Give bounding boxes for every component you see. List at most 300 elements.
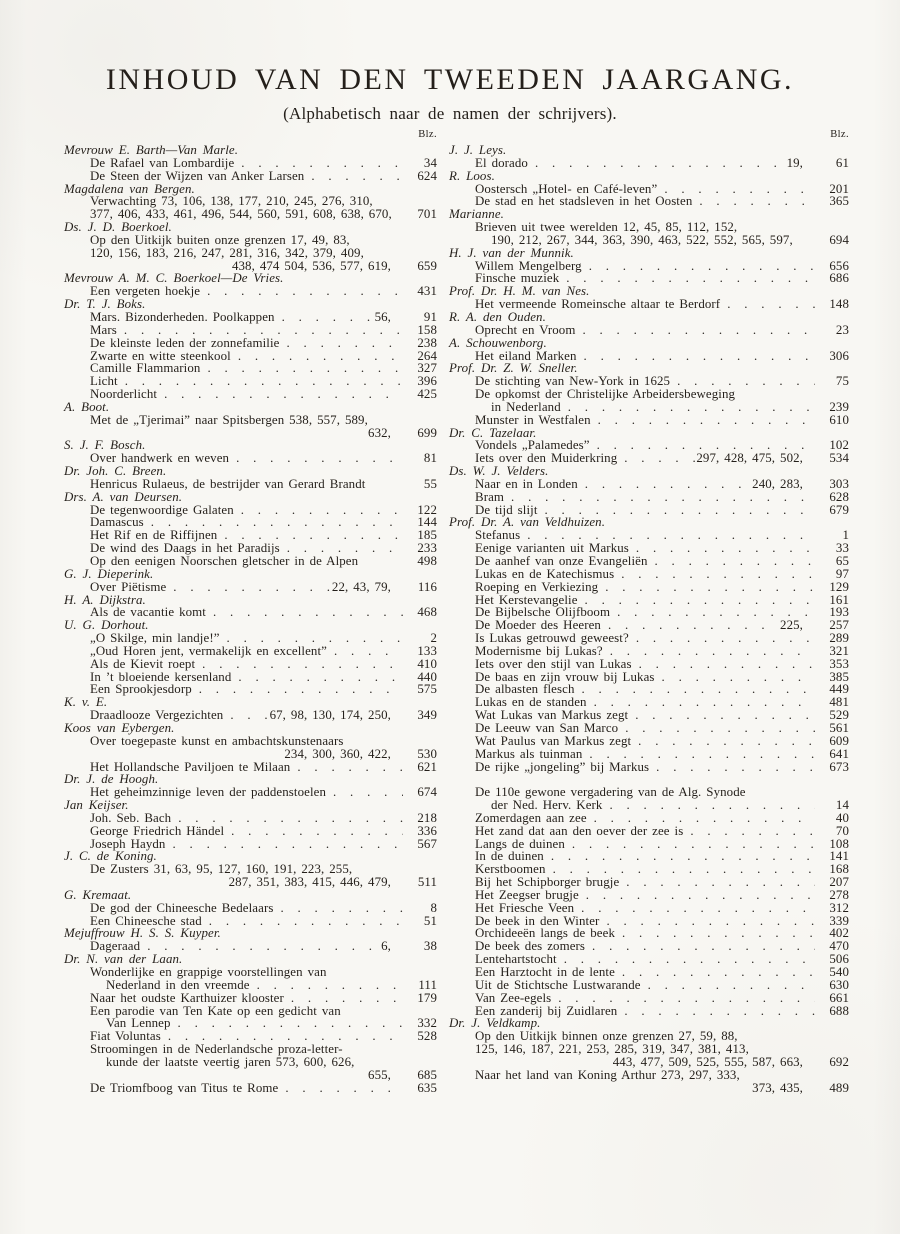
dot-leader — [585, 594, 815, 607]
author-heading — [449, 144, 849, 157]
page-number: 144 — [417, 515, 437, 530]
entry-title: Wat Paulus van Markus zegt — [475, 733, 632, 748]
dot-leader — [230, 709, 268, 722]
index-entry-line — [449, 812, 849, 825]
entry-title: Zomerdagen aan zee — [475, 810, 587, 825]
page-column-abbrev-right: Blz. — [830, 129, 849, 140]
entry-title: 190, 212, 267, 344, 363, 390, 463, 522, 552, 565, 597, — [491, 232, 793, 247]
dot-leader — [202, 658, 403, 671]
dot-leader — [209, 915, 403, 928]
dot-leader — [636, 632, 815, 645]
page-number: 91 — [423, 309, 437, 324]
author-name: Dr. J. de Hoogh. — [64, 772, 159, 787]
entry-title: De aanhef van onze Evangeliën — [475, 554, 648, 568]
entry-title: Naar het oudste Karthuizer klooster — [90, 990, 284, 1005]
entry-title: Modernisme bij Lukas? — [475, 643, 603, 658]
entry-title: Op den Uitkijk binnen onze grenzen 27, 59, 88, — [475, 1029, 738, 1044]
index-entry-line — [449, 658, 849, 671]
author-name: Prof. Dr. Z. W. Sneller. — [449, 361, 578, 376]
entry-title: Lukas en de Katechismus — [475, 566, 615, 581]
page-number: 656 — [829, 258, 849, 273]
dot-leader — [625, 722, 815, 735]
entry-title: Joseph Haydn — [90, 836, 166, 851]
index-entry-line — [64, 645, 437, 658]
page-number: 158 — [417, 322, 437, 337]
author-name: Ds. W. J. Velders. — [449, 464, 549, 479]
entry-title: Henricus Rulaeus, de bestrijder van Gerard Brandt — [90, 476, 366, 491]
dot-leader — [638, 735, 815, 748]
author-heading — [64, 889, 437, 902]
index-entry-line — [64, 812, 437, 825]
page-number: 353 — [829, 656, 849, 671]
entry-title: Noorderlicht — [90, 387, 158, 402]
page-number: 534 — [829, 451, 849, 466]
dot-leader — [690, 825, 815, 838]
entry-title: Munster in Westfalen — [475, 412, 591, 427]
index-entry-line — [64, 170, 437, 183]
entry-title: De opkomst der Christelijke Arbeidersbeweging — [475, 387, 736, 402]
page-number: 303 — [829, 476, 849, 491]
dot-leader — [238, 350, 403, 363]
index-entry-line — [64, 748, 437, 761]
author-name: Mejuffrouw H. S. S. Kuyper. — [64, 926, 221, 941]
entry-title: Draadlooze Vergezichten — [90, 708, 224, 723]
index-entry-line — [449, 876, 849, 889]
index-entry-line — [64, 902, 437, 915]
dot-leader — [594, 812, 815, 825]
page-number: 349 — [417, 708, 437, 723]
page-number: 489 — [829, 1080, 849, 1095]
entry-title: Brieven uit twee werelden 12, 45, 85, 112, 152, — [475, 220, 738, 235]
entry-title: De god der Chineesche Bedelaars — [90, 900, 274, 915]
author-name: U. G. Dorhout. — [64, 618, 149, 633]
page-number: 264 — [417, 348, 437, 363]
entry-title: „O Skilge, min landje!” — [90, 631, 220, 646]
dot-leader — [178, 812, 403, 825]
dot-leader — [572, 838, 815, 851]
page-number: 51 — [423, 913, 437, 928]
page-number-list: 240, 283, — [752, 476, 803, 491]
index-entry-line — [64, 979, 437, 992]
index-entry-line — [449, 568, 849, 581]
author-heading — [449, 311, 849, 324]
index-entry-line — [449, 889, 849, 902]
entry-title: Mars — [90, 322, 117, 337]
author-name: H. J. van der Munnik. — [449, 245, 574, 260]
dot-leader — [624, 1005, 815, 1018]
entry-title: Op den eenigen Noorschen gletscher in de Alpen — [90, 554, 359, 568]
index-lines-left — [64, 144, 437, 1094]
author-name: G. J. Dieperink. — [64, 566, 154, 581]
entry-title: De 110e gewone vergadering van de Alg. Synode — [475, 785, 746, 800]
index-entry-line — [64, 992, 437, 1005]
index-entry-line — [64, 1069, 437, 1082]
author-heading — [64, 568, 437, 581]
author-name: A. Boot. — [64, 399, 110, 414]
page-number: 1 — [842, 528, 849, 543]
entry-title: Het eiland Marken — [475, 348, 577, 363]
index-entry-line — [64, 1082, 437, 1095]
index-entry-line — [64, 478, 437, 491]
entry-title: Een parodie van Ten Kate op een gedicht van — [90, 1003, 341, 1018]
page-number-list: 297, 428, 475, 502, — [696, 451, 803, 466]
page-number: 218 — [417, 810, 437, 825]
page-number: 468 — [417, 605, 437, 620]
page-number: 14 — [835, 798, 849, 813]
author-name: S. J. F. Bosch. — [64, 438, 146, 453]
entry-title: De rijke „jongeling” bij Markus — [475, 759, 650, 774]
index-entry-line — [64, 388, 437, 401]
entry-title: Een zanderij bij Zuidlaren — [475, 1003, 618, 1018]
entry-title: Wat Lukas van Markus zegt — [475, 708, 629, 723]
page-number: 431 — [417, 284, 437, 299]
entry-title: El dorado — [475, 155, 528, 170]
entry-title: De beek in den Winter — [475, 913, 600, 928]
dot-leader — [648, 979, 815, 992]
page-number: 321 — [829, 643, 849, 658]
page-number: 575 — [417, 682, 437, 697]
page-number: 336 — [417, 823, 437, 838]
author-heading — [64, 401, 437, 414]
entry-title: Stroomingen in de Nederlandsche proza-letter- — [90, 1042, 343, 1057]
page-number: 55 — [423, 476, 437, 491]
dot-leader — [286, 337, 403, 350]
author-name: Magdalena van Bergen. — [64, 181, 195, 196]
author-name: J. C. de Koning. — [64, 849, 157, 864]
page-number: 674 — [417, 785, 437, 800]
entry-title: De Moeder des Heeren — [475, 618, 601, 633]
page-number: 635 — [417, 1080, 437, 1095]
entry-title: De stad en het stadsleven in het Oosten — [475, 194, 693, 209]
dot-leader — [236, 452, 403, 465]
author-name: Mevrouw A. M. C. Boerkoel—De Vries. — [64, 271, 284, 286]
page-number: 609 — [829, 733, 849, 748]
dot-leader — [285, 1082, 403, 1095]
page-number: 65 — [835, 554, 849, 568]
dot-leader — [213, 606, 403, 619]
page-column-abbrev-left: Blz. — [418, 129, 437, 140]
entry-title: Iets over den Muiderkring — [475, 451, 618, 466]
entry-title: Roeping en Verkiezing — [475, 579, 599, 594]
page-number: 481 — [829, 695, 849, 710]
page-number: 201 — [829, 181, 849, 196]
dot-leader — [568, 401, 815, 414]
page-number: 628 — [829, 489, 849, 504]
page-number: 257 — [829, 618, 849, 633]
page-number: 148 — [829, 297, 849, 312]
entry-title: Oostersch „Hotel- en Café-leven” — [475, 181, 658, 196]
dot-leader — [592, 940, 815, 953]
author-name: Prof. Dr. A. van Veldhuizen. — [449, 515, 606, 530]
entry-title: Van Lennep — [106, 1016, 171, 1031]
entry-title: De tijd slijt — [475, 502, 538, 517]
index-entry-line — [449, 195, 849, 208]
page-number: 440 — [417, 669, 437, 684]
entry-title: Lukas en de standen — [475, 695, 587, 710]
entry-title: Dageraad — [90, 939, 141, 954]
author-name: Jan Keijser. — [64, 798, 129, 813]
index-entry-line — [449, 157, 849, 170]
dot-leader — [581, 902, 815, 915]
entry-title: Stefanus — [475, 528, 521, 543]
author-name: Dr. C. Tazelaar. — [449, 425, 537, 440]
dot-leader — [207, 362, 403, 375]
index-entry-line — [449, 825, 849, 838]
index-entry-line — [449, 555, 849, 568]
index-entry-line — [449, 735, 849, 748]
entry-title: Verwachting 73, 106, 138, 177, 210, 245, 276, 310, — [90, 194, 373, 209]
index-entry-line — [449, 632, 849, 645]
page-number: 528 — [417, 1029, 437, 1044]
index-entry-line — [64, 362, 437, 375]
entry-title: De Leeuw van San Marco — [475, 720, 619, 735]
index-entry-line — [449, 1082, 849, 1095]
dot-leader — [282, 311, 374, 324]
index-entry-line — [449, 722, 849, 735]
page-number: 610 — [829, 412, 849, 427]
dot-leader — [227, 632, 403, 645]
entry-title: Markus als tuinman — [475, 746, 583, 761]
entry-title: Als de Kievit roept — [90, 656, 196, 671]
dot-leader — [199, 683, 403, 696]
author-name: A. Schouwenborg. — [449, 335, 547, 350]
entry-title: De albasten flesch — [475, 682, 575, 697]
index-entry-line — [449, 979, 849, 992]
dot-leader — [699, 195, 815, 208]
page-title: INHOUD VAN DEN TWEEDEN JAARGANG. — [105, 63, 795, 96]
entry-title: De Rafael van Lombardije — [90, 155, 235, 170]
page-number: 141 — [829, 849, 849, 864]
entry-title: In de duinen — [475, 849, 544, 864]
index-entry-line — [64, 632, 437, 645]
author-name: Koos van Eybergen. — [64, 720, 175, 735]
page-number: 239 — [829, 399, 849, 414]
index-entry-line — [64, 414, 437, 427]
page-number: 179 — [417, 990, 437, 1005]
author-heading — [64, 722, 437, 735]
entry-title: De beek des zomers — [475, 939, 586, 954]
page-number: 624 — [417, 168, 437, 183]
entry-title: Finsche muziek — [475, 271, 560, 286]
entry-title: Oprecht en Vroom — [475, 322, 576, 337]
dot-leader — [124, 324, 403, 337]
index-entry-line — [64, 1056, 437, 1069]
dot-leader — [585, 478, 751, 491]
dot-leader — [606, 915, 815, 928]
author-name: Mevrouw E. Barth—Van Marle. — [64, 143, 239, 157]
page-number: 23 — [835, 322, 849, 337]
index-entry-line — [449, 748, 849, 761]
entry-title: In ’t bloeiende kersenland — [90, 669, 232, 684]
page-number-list: 632, — [368, 425, 391, 440]
entry-title: De stichting van New-York in 1625 — [475, 374, 671, 389]
page-number: 701 — [417, 207, 437, 222]
entry-title: Camille Flammarion — [90, 361, 201, 376]
index-entry-line — [449, 1056, 849, 1069]
author-name: Prof. Dr. H. M. van Nes. — [449, 284, 590, 299]
page-number: 529 — [829, 708, 849, 723]
entry-title: Over Piëtisme — [90, 579, 167, 594]
dot-leader — [639, 658, 815, 671]
page-number: 692 — [829, 1054, 849, 1069]
author-heading — [64, 799, 437, 812]
entry-title: Bij het Schipborger brugje — [475, 875, 620, 890]
entry-title: Met de „Tjerimai” naar Spitsbergen 538, 557, 589, — [90, 412, 368, 427]
index-entry-line — [449, 388, 849, 401]
page-number: 122 — [417, 502, 437, 517]
page-number: 339 — [829, 913, 849, 928]
index-entry-line — [64, 876, 437, 889]
entry-title: De wind des Daags in het Paradijs — [90, 541, 280, 556]
entry-title: Het zand dat aan den oever der zee is — [475, 823, 684, 838]
dot-leader — [608, 619, 779, 632]
author-heading — [449, 465, 849, 478]
author-name: R. A. den Ouden. — [449, 309, 546, 324]
dot-leader — [297, 761, 403, 774]
entry-title: Fiat Voluntas — [90, 1029, 161, 1044]
page-number: 207 — [829, 875, 849, 890]
dot-leader — [280, 902, 403, 915]
index-entry-line — [449, 992, 849, 1005]
entry-title: der Ned. Herv. Kerk — [491, 798, 603, 813]
page-number: 699 — [417, 425, 437, 440]
entry-title: Naar het land van Koning Arthur 273, 297, 333, — [475, 1067, 740, 1082]
page-number-list: 19, — [786, 155, 803, 170]
page-number-list: 655, — [368, 1067, 391, 1082]
dot-leader — [589, 260, 815, 273]
page-number: 686 — [829, 271, 849, 286]
page-number: 396 — [417, 374, 437, 389]
page-number: 365 — [829, 194, 849, 209]
entry-title: Eenige varianten uit Markus — [475, 541, 629, 556]
page-number: 8 — [430, 900, 437, 915]
entry-title: Kerstboomen — [475, 862, 546, 877]
page-number: 40 — [835, 810, 849, 825]
entry-title: Het Rif en de Riffijnen — [90, 528, 218, 543]
entry-title: „Oud Horen jent, vermakelijk en excellent” — [90, 643, 327, 658]
dot-leader — [727, 298, 815, 311]
dot-leader — [636, 542, 815, 555]
entry-title: Zwarte en witte steenkool — [90, 348, 231, 363]
page-number: 111 — [418, 977, 437, 992]
entry-title: Nederland in den vreemde — [106, 977, 250, 992]
entry-title: Het vermeende Romeinsche altaar te Berdorf — [475, 297, 721, 312]
page-number: 685 — [417, 1067, 437, 1082]
page-number: 38 — [423, 939, 437, 954]
entry-title: Als de vacantie komt — [90, 605, 206, 620]
page-number: 129 — [829, 579, 849, 594]
page-number-list: 67, 98, 130, 174, 250, — [269, 708, 391, 723]
entry-title: Mars. Bizonderheden. Poolkappen — [90, 309, 275, 324]
dot-leader — [125, 375, 403, 388]
entry-title: De baas en zijn vrouw bij Lukas — [475, 669, 655, 684]
dot-leader — [333, 786, 403, 799]
entry-title: De kleinste leden der zonnefamilie — [90, 335, 280, 350]
index-entry-line — [449, 221, 849, 234]
entry-title: 377, 406, 433, 461, 496, 544, 560, 591, 608, 638, 670, — [90, 207, 392, 222]
index-entry-line — [449, 414, 849, 427]
page-number: 238 — [417, 335, 437, 350]
dot-leader — [624, 452, 695, 465]
index-column-right — [449, 129, 849, 1094]
page-number: 75 — [835, 374, 849, 389]
page-number: 561 — [829, 720, 849, 735]
page-number: 449 — [829, 682, 849, 697]
index-column-left — [64, 129, 437, 1094]
page-number: 233 — [417, 541, 437, 556]
page-number: 2 — [430, 631, 437, 646]
dot-leader — [535, 157, 786, 170]
dot-leader — [291, 992, 403, 1005]
dot-leader — [173, 581, 331, 594]
dot-leader — [231, 825, 403, 838]
page-number: 567 — [417, 836, 437, 851]
entry-title: Licht — [90, 374, 118, 389]
page-number: 108 — [829, 836, 849, 851]
page-number: 193 — [829, 605, 849, 620]
index-entry-line — [64, 234, 437, 247]
entry-title: Van Zee-egels — [475, 990, 552, 1005]
entry-title: Naar en in Londen — [475, 476, 578, 491]
author-heading — [64, 465, 437, 478]
page-number: 402 — [829, 926, 849, 941]
index-lines-right — [449, 144, 849, 1094]
entry-title: Over toegepaste kunst en ambachtskunstenaars — [90, 733, 344, 748]
dot-leader — [662, 671, 815, 684]
page-number: 278 — [829, 887, 849, 902]
entry-title: De Steen der Wijzen van Anker Larsen — [90, 168, 305, 183]
dot-leader — [610, 645, 815, 658]
page-number: 34 — [423, 155, 437, 170]
index-entry-line — [64, 247, 437, 260]
index-entry-line — [449, 966, 849, 979]
entry-title: Het Friesche Veen — [475, 900, 575, 915]
index-entry-line — [64, 735, 437, 748]
index-entry-line — [64, 581, 437, 594]
page-subtitle: (Alphabetisch naar de namen der schrijvers). — [283, 104, 617, 123]
index-entry-line — [449, 401, 849, 414]
entry-title: Iets over den stijl van Lukas — [475, 656, 632, 671]
page-number: 641 — [829, 746, 849, 761]
entry-title: Bram — [475, 489, 505, 504]
dot-leader — [584, 350, 815, 363]
index-entry-line — [64, 555, 437, 568]
entry-title: Een Harztocht in de lente — [475, 965, 615, 979]
dot-leader — [605, 581, 815, 594]
page-number: 530 — [417, 746, 437, 761]
entry-title: De Zusters 31, 63, 95, 127, 160, 191, 223, 255, — [90, 862, 353, 877]
page-number: 621 — [417, 759, 437, 774]
author-name: Dr. N. van der Laan. — [64, 952, 183, 967]
dot-leader — [334, 645, 403, 658]
entry-title: Uit de Stichtsche Lustwarande — [475, 977, 641, 992]
entry-title: Wonderlijke en grappige voorstellingen van — [90, 965, 327, 979]
page-number: 161 — [829, 592, 849, 607]
entry-title: 120, 156, 183, 216, 247, 281, 316, 342, 379, 409, — [90, 245, 364, 260]
index-entry-line — [449, 478, 849, 491]
index-entry-line — [64, 311, 437, 324]
dot-leader — [621, 568, 815, 581]
index-entry-line — [449, 1043, 849, 1056]
dot-leader — [609, 799, 815, 812]
entry-title: Joh. Seb. Bach — [90, 810, 172, 825]
dot-leader — [566, 272, 815, 285]
index-entry-line — [64, 683, 437, 696]
page-number: 511 — [417, 875, 437, 890]
page-number: 425 — [417, 387, 437, 402]
index-entry-line — [449, 234, 849, 247]
index-entry-line — [64, 324, 437, 337]
